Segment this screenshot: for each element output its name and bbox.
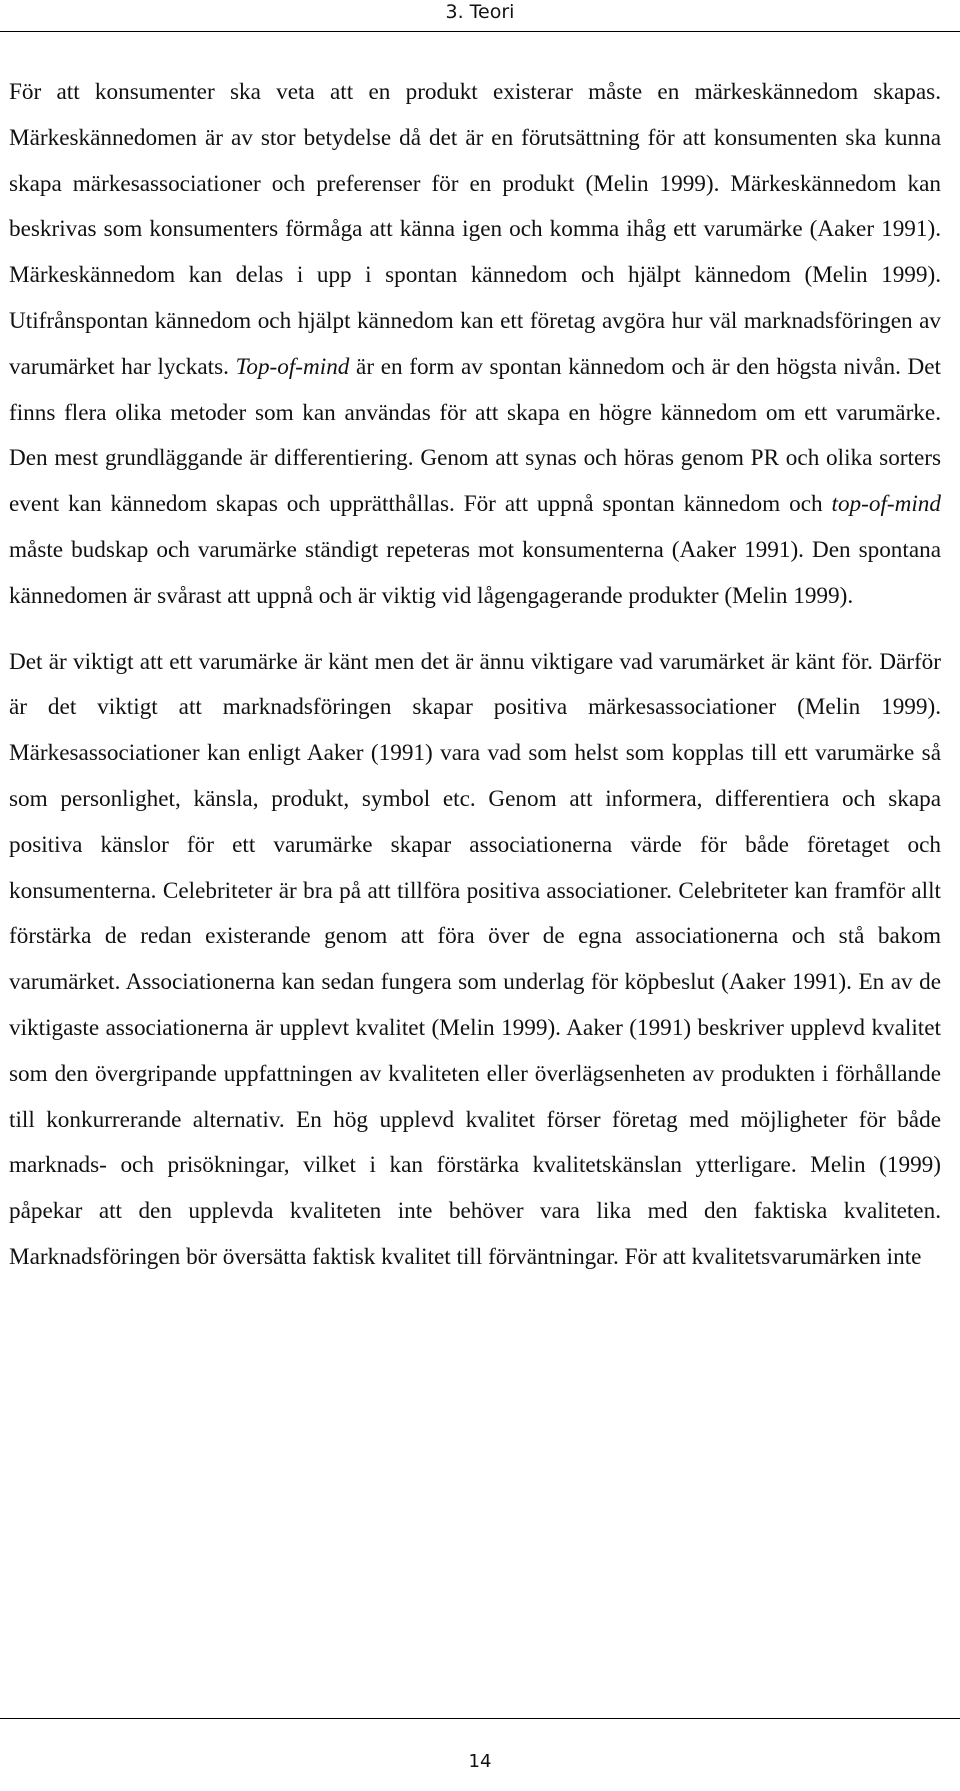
text-run: Det är viktigt att ett varumärke är känt men det är ännu viktigare vad varumärket är känt för. Därför är det viktigt att marknadsföringen skapar positiva märkesassociationer (Melin 1999). Märkesassociationer kan enligt Aaker (1991) vara vad som helst som kopplas till ett varumärke så som personlighet, känsla, produkt, symbol etc. Genom att informera, differentiera och skapa positiva känslor för ett varumärke skapar associationerna värde för både företaget och konsumenterna. Celebriteter är bra på att tillföra positiva associationer. Celebriteter kan framför allt förstärka de redan existerande genom att föra över de egna associationerna och stå bakom varumärket. Associationerna kan sedan fungera som underlag för köpbeslut (Aaker 1991). En av de viktigaste associationerna är upplevt kvalitet (Melin 1999). Aaker (1991) beskriver upplevd kvalitet som den övergripande uppfattningen av kvaliteten eller överlägsenheten av produkten i förhållande till konkurrerande alternativ. En hög upplevd kvalitet förser företag med möjligheter för både marknads- och prisökningar, vilket i kan förstärka kvalitetskänslan ytterligare. Melin (1999) påpekar att den upplevda kvaliteten inte behöver vara lika med den faktiska kvaliteten. Marknadsföringen bör översätta faktisk kvalitet till förväntningar. För att kvalitetsvarumärken inte — [9, 648, 941, 1270]
text-run: måste budskap och varumärke ständigt repeteras mot konsumenterna (Aaker 1991). Den spontana kännedomen är svårast att uppnå och är viktig vid lågengagerande produkter (Melin 1999). — [9, 536, 941, 609]
text-run: För att konsumenter ska veta att en produkt existerar måste en märkeskännedom skapas. Märkeskännedomen är av stor betydelse då det är en förutsättning för att konsumenten ska kunna skapa märkesassociationer och preferenser för en produkt (Melin 1999). Märkeskännedom kan beskrivas som konsumenters förmåga att känna igen och komma ihåg ett varumärke (Aaker 1991). Märkeskännedom kan delas i upp i spontan kännedom och hjälpt kännedom (Melin 1999). Utifrånspontan kännedom och hjälpt kännedom kan ett företag avgöra hur väl marknadsföringen av varumärket har lyckats. — [9, 79, 941, 380]
footer-divider — [0, 1718, 960, 1719]
section-title: 3. Teori — [445, 1, 515, 23]
page-number: 14 — [468, 1751, 492, 1772]
running-header — [0, 0, 960, 30]
body-text — [9, 70, 941, 1281]
italic-term: top-of-mind — [831, 491, 941, 518]
italic-term: Top-of-mind — [235, 353, 350, 380]
text-run: är en form av spontan kännedom och är den högsta nivån. Det finns flera olika metoder som kan användas för att skapa en högre kännedom om ett varumärke. Den mest grundläggande är differentiering. Genom att synas och höras genom PR och olika sorters event kan kännedom skapas och upprätthållas. För att uppnå spontan kännedom och — [9, 353, 941, 518]
paragraph-2 — [9, 640, 941, 1281]
header-divider — [0, 31, 960, 32]
paragraph-1 — [9, 70, 941, 620]
